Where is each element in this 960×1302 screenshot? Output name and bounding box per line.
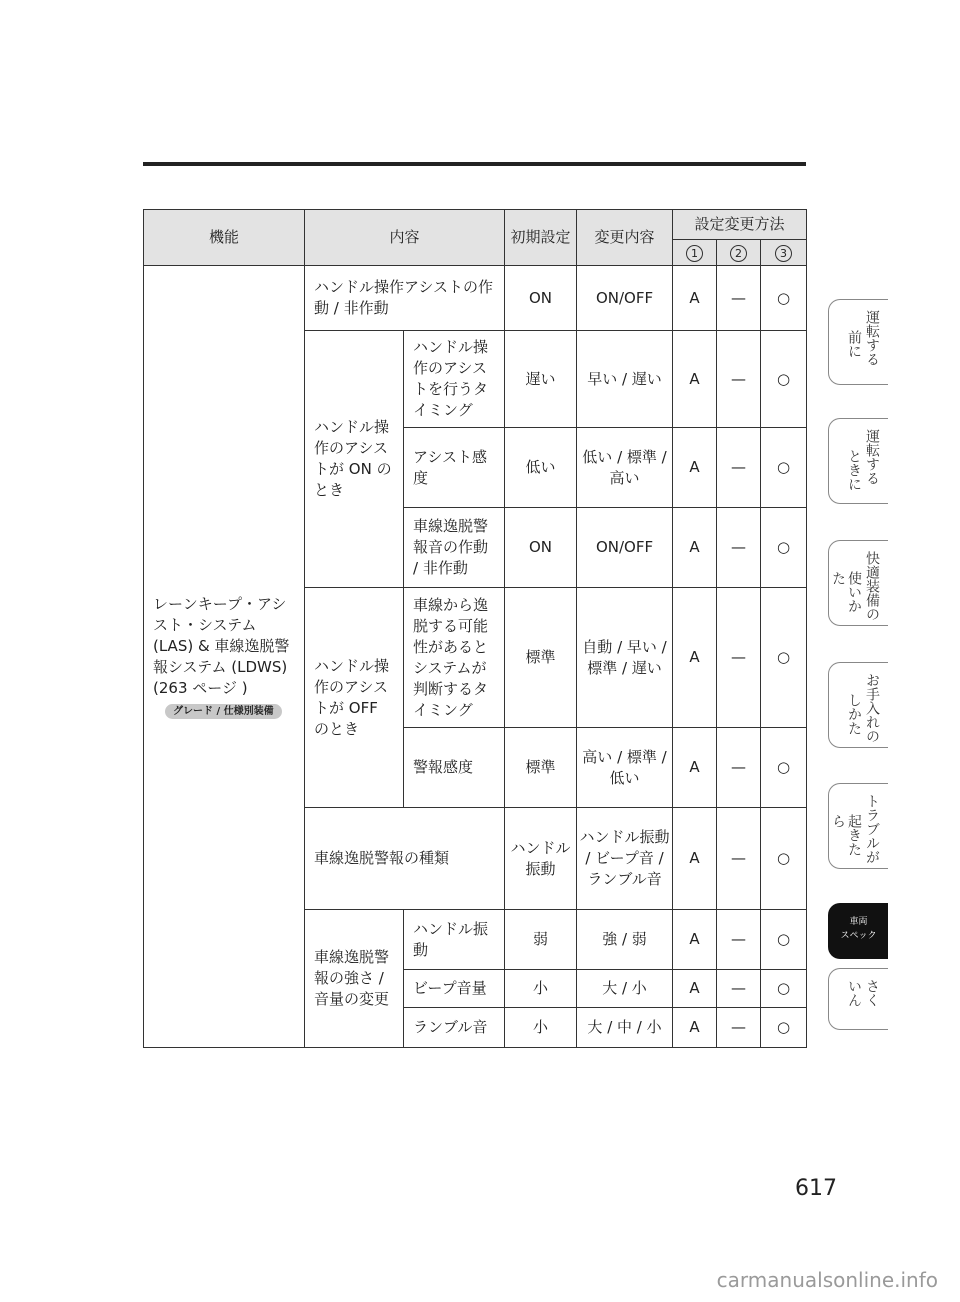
- method-3-cell: ○: [761, 1008, 807, 1048]
- default-cell: 小: [505, 970, 577, 1008]
- method-3-cell: ○: [761, 428, 807, 508]
- group-warning-strength: 車線逸脱警報の強さ / 音量の変更: [305, 910, 404, 1048]
- method-2-cell: —: [717, 808, 761, 910]
- method-1-cell: A: [673, 508, 717, 588]
- change-cell: ON/OFF: [577, 508, 673, 588]
- method-2-cell: —: [717, 428, 761, 508]
- content-cell: 車線逸脱警報音の作動 / 非作動: [404, 508, 505, 588]
- side-tab-troubleshooting[interactable]: [828, 783, 888, 869]
- circled-number-3: 3: [775, 245, 792, 262]
- header-function: 機能: [144, 210, 305, 266]
- content-cell: 警報感度: [404, 728, 505, 808]
- side-tab-label: トラブルが: [864, 794, 880, 864]
- default-cell: 弱: [505, 910, 577, 970]
- method-2-cell: —: [717, 331, 761, 428]
- method-1-cell: A: [673, 266, 717, 331]
- method-1-cell: A: [673, 588, 717, 728]
- method-2-cell: —: [717, 910, 761, 970]
- change-cell: 早い / 遅い: [577, 331, 673, 428]
- change-cell: 大 / 小: [577, 970, 673, 1008]
- method-3-cell: ○: [761, 910, 807, 970]
- change-cell: 強 / 弱: [577, 910, 673, 970]
- header-change: 変更内容: [577, 210, 673, 266]
- circled-number-2: 2: [730, 245, 747, 262]
- side-tab-vehicle-specs[interactable]: [828, 903, 888, 959]
- header-content: 内容: [305, 210, 505, 266]
- header-default: 初期設定: [505, 210, 577, 266]
- default-cell: 遅い: [505, 331, 577, 428]
- grade-badge: グレード / 仕様別装備: [165, 704, 282, 719]
- method-2-cell: —: [717, 266, 761, 331]
- method-1-cell: A: [673, 428, 717, 508]
- header-method: 設定変更方法: [673, 210, 807, 240]
- default-cell: ON: [505, 508, 577, 588]
- method-3-cell: ○: [761, 331, 807, 428]
- method-1-cell: A: [673, 331, 717, 428]
- content-cell: ハンドル振動: [404, 910, 505, 970]
- content-cell: ビープ音量: [404, 970, 505, 1008]
- side-tab-before-driving[interactable]: [828, 299, 888, 385]
- default-cell: ON: [505, 266, 577, 331]
- page-number: 617: [795, 1176, 837, 1201]
- method-2-cell: —: [717, 588, 761, 728]
- method-1-cell: A: [673, 808, 717, 910]
- method-2-cell: —: [717, 1008, 761, 1048]
- side-tab-label: 起きたら: [830, 814, 862, 856]
- default-cell: 標準: [505, 728, 577, 808]
- group-assist-on: ハンドル操作のアシストが ON のとき: [305, 331, 404, 588]
- content-cell: 車線から逸脱する可能性があるとシステムが判断するタイミング: [404, 588, 505, 728]
- side-tab-label: 前に: [846, 330, 862, 358]
- method-3-cell: ○: [761, 970, 807, 1008]
- method-3-cell: ○: [761, 588, 807, 728]
- change-cell: 高い / 標準 / 低い: [577, 728, 673, 808]
- side-tab-label: 運転する: [864, 310, 880, 366]
- side-tab-label: ときに: [846, 449, 862, 491]
- side-tab-label: 使いかた: [830, 571, 862, 613]
- method-1-cell: A: [673, 728, 717, 808]
- top-rule: [143, 162, 806, 166]
- change-cell: 自動 / 早い / 標準 / 遅い: [577, 588, 673, 728]
- change-cell: ハンドル振動 / ビープ音 / ランブル音: [577, 808, 673, 910]
- method-3-header: [761, 240, 807, 266]
- side-tab-maintenance[interactable]: [828, 662, 888, 748]
- side-tab-index[interactable]: [828, 968, 888, 1030]
- default-cell: 小: [505, 1008, 577, 1048]
- side-tab-label: いん: [846, 979, 862, 1007]
- function-cell: [144, 266, 305, 1048]
- side-tab-label-line2: スペック: [840, 931, 877, 941]
- circled-number-1: 1: [686, 245, 703, 262]
- settings-table: [143, 209, 807, 1048]
- default-cell: 標準: [505, 588, 577, 728]
- method-3-cell: ○: [761, 508, 807, 588]
- function-text: レーンキープ・アシスト・システム (LAS) & 車線逸脱警報システム (LDWS) (263 ページ ): [153, 594, 290, 697]
- method-2-cell: —: [717, 970, 761, 1008]
- method-3-cell: ○: [761, 266, 807, 331]
- method-2-cell: —: [717, 728, 761, 808]
- side-tab-while-driving[interactable]: [828, 418, 888, 504]
- change-cell: 低い / 標準 / 高い: [577, 428, 673, 508]
- group-assist-off: ハンドル操作のアシストが OFF のとき: [305, 588, 404, 808]
- method-1-cell: A: [673, 1008, 717, 1048]
- content-cell: ハンドル操作のアシストを行うタイミング: [404, 331, 505, 428]
- content-cell: アシスト感度: [404, 428, 505, 508]
- side-tab-label: しかた: [846, 693, 862, 735]
- content-cell: ハンドル操作アシストの作動 / 非作動: [305, 266, 505, 331]
- side-tab-label-active: [829, 915, 888, 943]
- method-1-header: [673, 240, 717, 266]
- watermark: carmanualsonline.info: [716, 1268, 938, 1292]
- method-1-cell: A: [673, 910, 717, 970]
- side-tab-comfort-features[interactable]: [828, 540, 888, 626]
- method-3-cell: ○: [761, 808, 807, 910]
- method-1-cell: A: [673, 970, 717, 1008]
- side-tab-label: お手入れの: [864, 673, 880, 743]
- content-cell: 車線逸脱警報の種類: [305, 808, 505, 910]
- default-cell: 低い: [505, 428, 577, 508]
- side-tab-label: 快適装備の: [864, 551, 880, 621]
- table-row: [144, 266, 807, 331]
- change-cell: 大 / 中 / 小: [577, 1008, 673, 1048]
- change-cell: ON/OFF: [577, 266, 673, 331]
- default-cell: ハンドル振動: [505, 808, 577, 910]
- side-tab-label: さく: [864, 979, 880, 1007]
- side-tab-label-line1: 車両: [849, 917, 868, 927]
- content-cell: ランブル音: [404, 1008, 505, 1048]
- method-2-header: [717, 240, 761, 266]
- method-2-cell: —: [717, 508, 761, 588]
- method-3-cell: ○: [761, 728, 807, 808]
- side-tab-label: 運転する: [864, 429, 880, 485]
